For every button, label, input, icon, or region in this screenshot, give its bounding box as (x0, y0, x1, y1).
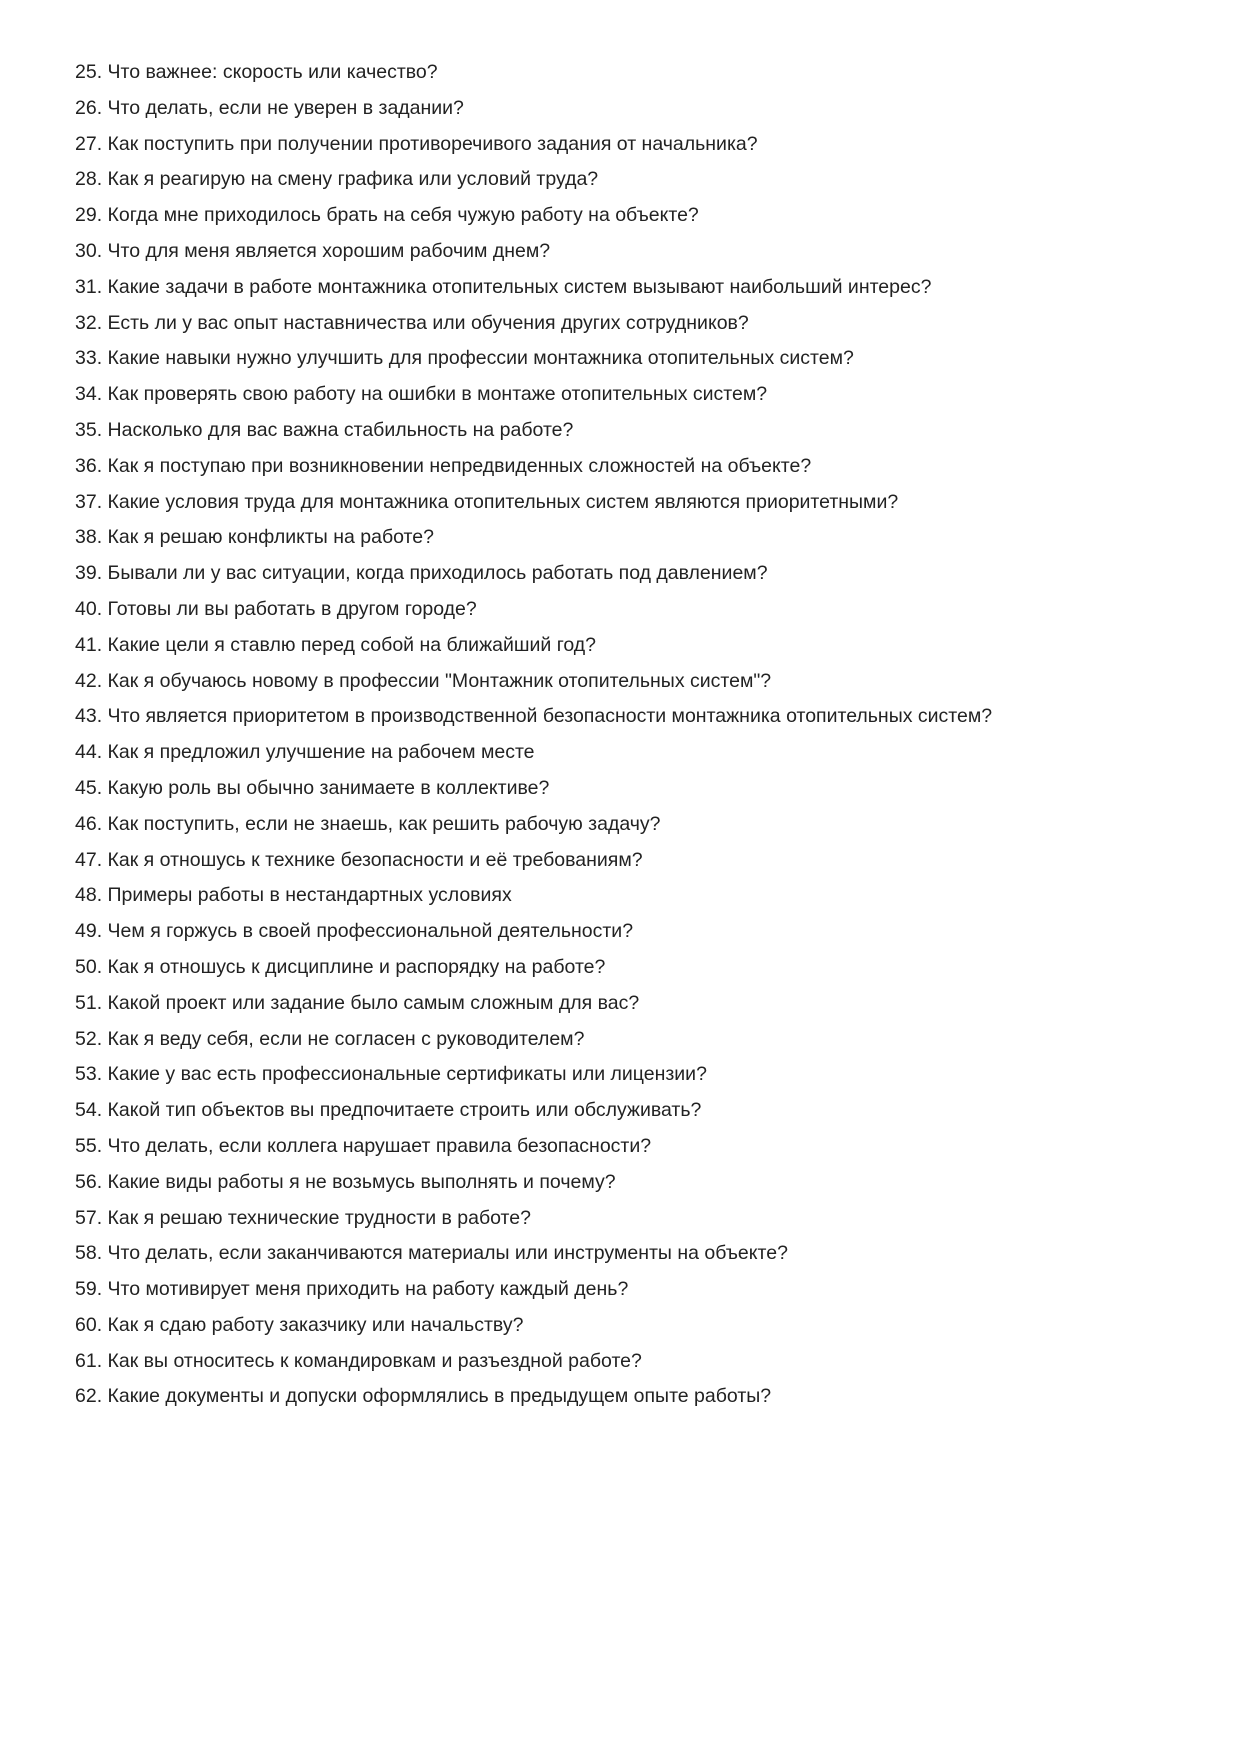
question-item: 49. Чем я горжусь в своей профессиональной деятельности? (75, 920, 634, 943)
question-item: 47. Как я отношусь к технике безопасности и её требованиям? (75, 848, 643, 871)
question-item: 57. Как я решаю технические трудности в работе? (75, 1206, 531, 1229)
question-list (75, 55, 1155, 1415)
question-item: 35. Насколько для вас важна стабильность на работе? (75, 418, 574, 441)
question-item: 48. Примеры работы в нестандартных условиях (75, 884, 512, 907)
question-item: 37. Какие условия труда для монтажника отопительных систем являются приоритетными? (75, 490, 899, 513)
question-item: 42. Как я обучаюсь новому в профессии "Монтажник отопительных систем"? (75, 669, 772, 692)
question-item: 26. Что делать, если не уверен в задании? (75, 96, 464, 119)
question-item: 53. Какие у вас есть профессиональные сертификаты или лицензии? (75, 1063, 707, 1086)
question-item: 55. Что делать, если коллега нарушает правила безопасности? (75, 1134, 652, 1157)
question-item: 56. Какие виды работы я не возьмусь выполнять и почему? (75, 1170, 616, 1193)
question-item: 58. Что делать, если заканчиваются материалы или инструменты на объекте? (75, 1242, 788, 1265)
question-item: 38. Как я решаю конфликты на работе? (75, 526, 434, 549)
question-item: 40. Готовы ли вы работать в другом городе? (75, 597, 477, 620)
question-item: 39. Бывали ли у вас ситуации, когда приходилось работать под давлением? (75, 562, 768, 585)
question-item: 32. Есть ли у вас опыт наставничества или обучения других сотрудников? (75, 311, 749, 334)
question-item: 59. Что мотивирует меня приходить на работу каждый день? (75, 1278, 629, 1301)
question-item: 29. Когда мне приходилось брать на себя чужую работу на объекте? (75, 204, 699, 227)
question-item: 27. Как поступить при получении противоречивого задания от начальника? (75, 132, 758, 155)
question-item: 50. Как я отношусь к дисциплине и распорядку на работе? (75, 955, 606, 978)
question-item: 45. Какую роль вы обычно занимаете в коллективе? (75, 776, 550, 799)
question-item: 54. Какой тип объектов вы предпочитаете строить или обслуживать? (75, 1099, 702, 1122)
question-item: 25. Что важнее: скорость или качество? (75, 61, 438, 83)
question-item: 44. Как я предложил улучшение на рабочем месте (75, 741, 535, 764)
question-item: 41. Какие цели я ставлю перед собой на ближайший год? (75, 633, 597, 656)
question-item: 34. Как проверять свою работу на ошибки в монтаже отопительных систем? (75, 383, 768, 406)
question-item: 28. Как я реагирую на смену графика или условий труда? (75, 168, 599, 191)
question-item: 60. Как я сдаю работу заказчику или начальству? (75, 1313, 524, 1336)
question-item: 36. Как я поступаю при возникновении непредвиденных сложностей на объекте? (75, 454, 812, 477)
question-item: 62. Какие документы и допуски оформлялись в предыдущем опыте работы? (75, 1385, 772, 1408)
question-item: 33. Какие навыки нужно улучшить для профессии монтажника отопительных систем? (75, 347, 854, 370)
question-item: 43. Что является приоритетом в производственной безопасности монтажника отопительных систем? (75, 705, 993, 728)
question-item: 46. Как поступить, если не знаешь, как решить рабочую задачу? (75, 812, 661, 835)
question-item: 31. Какие задачи в работе монтажника отопительных систем вызывают наибольший интерес? (75, 275, 932, 298)
question-item: 52. Как я веду себя, если не согласен с руководителем? (75, 1027, 585, 1050)
question-item: 30. Что для меня является хорошим рабочим днем? (75, 239, 551, 262)
question-item: 51. Какой проект или задание было самым сложным для вас? (75, 991, 640, 1014)
question-item: 61. Как вы относитесь к командировкам и разъездной работе? (75, 1349, 642, 1372)
